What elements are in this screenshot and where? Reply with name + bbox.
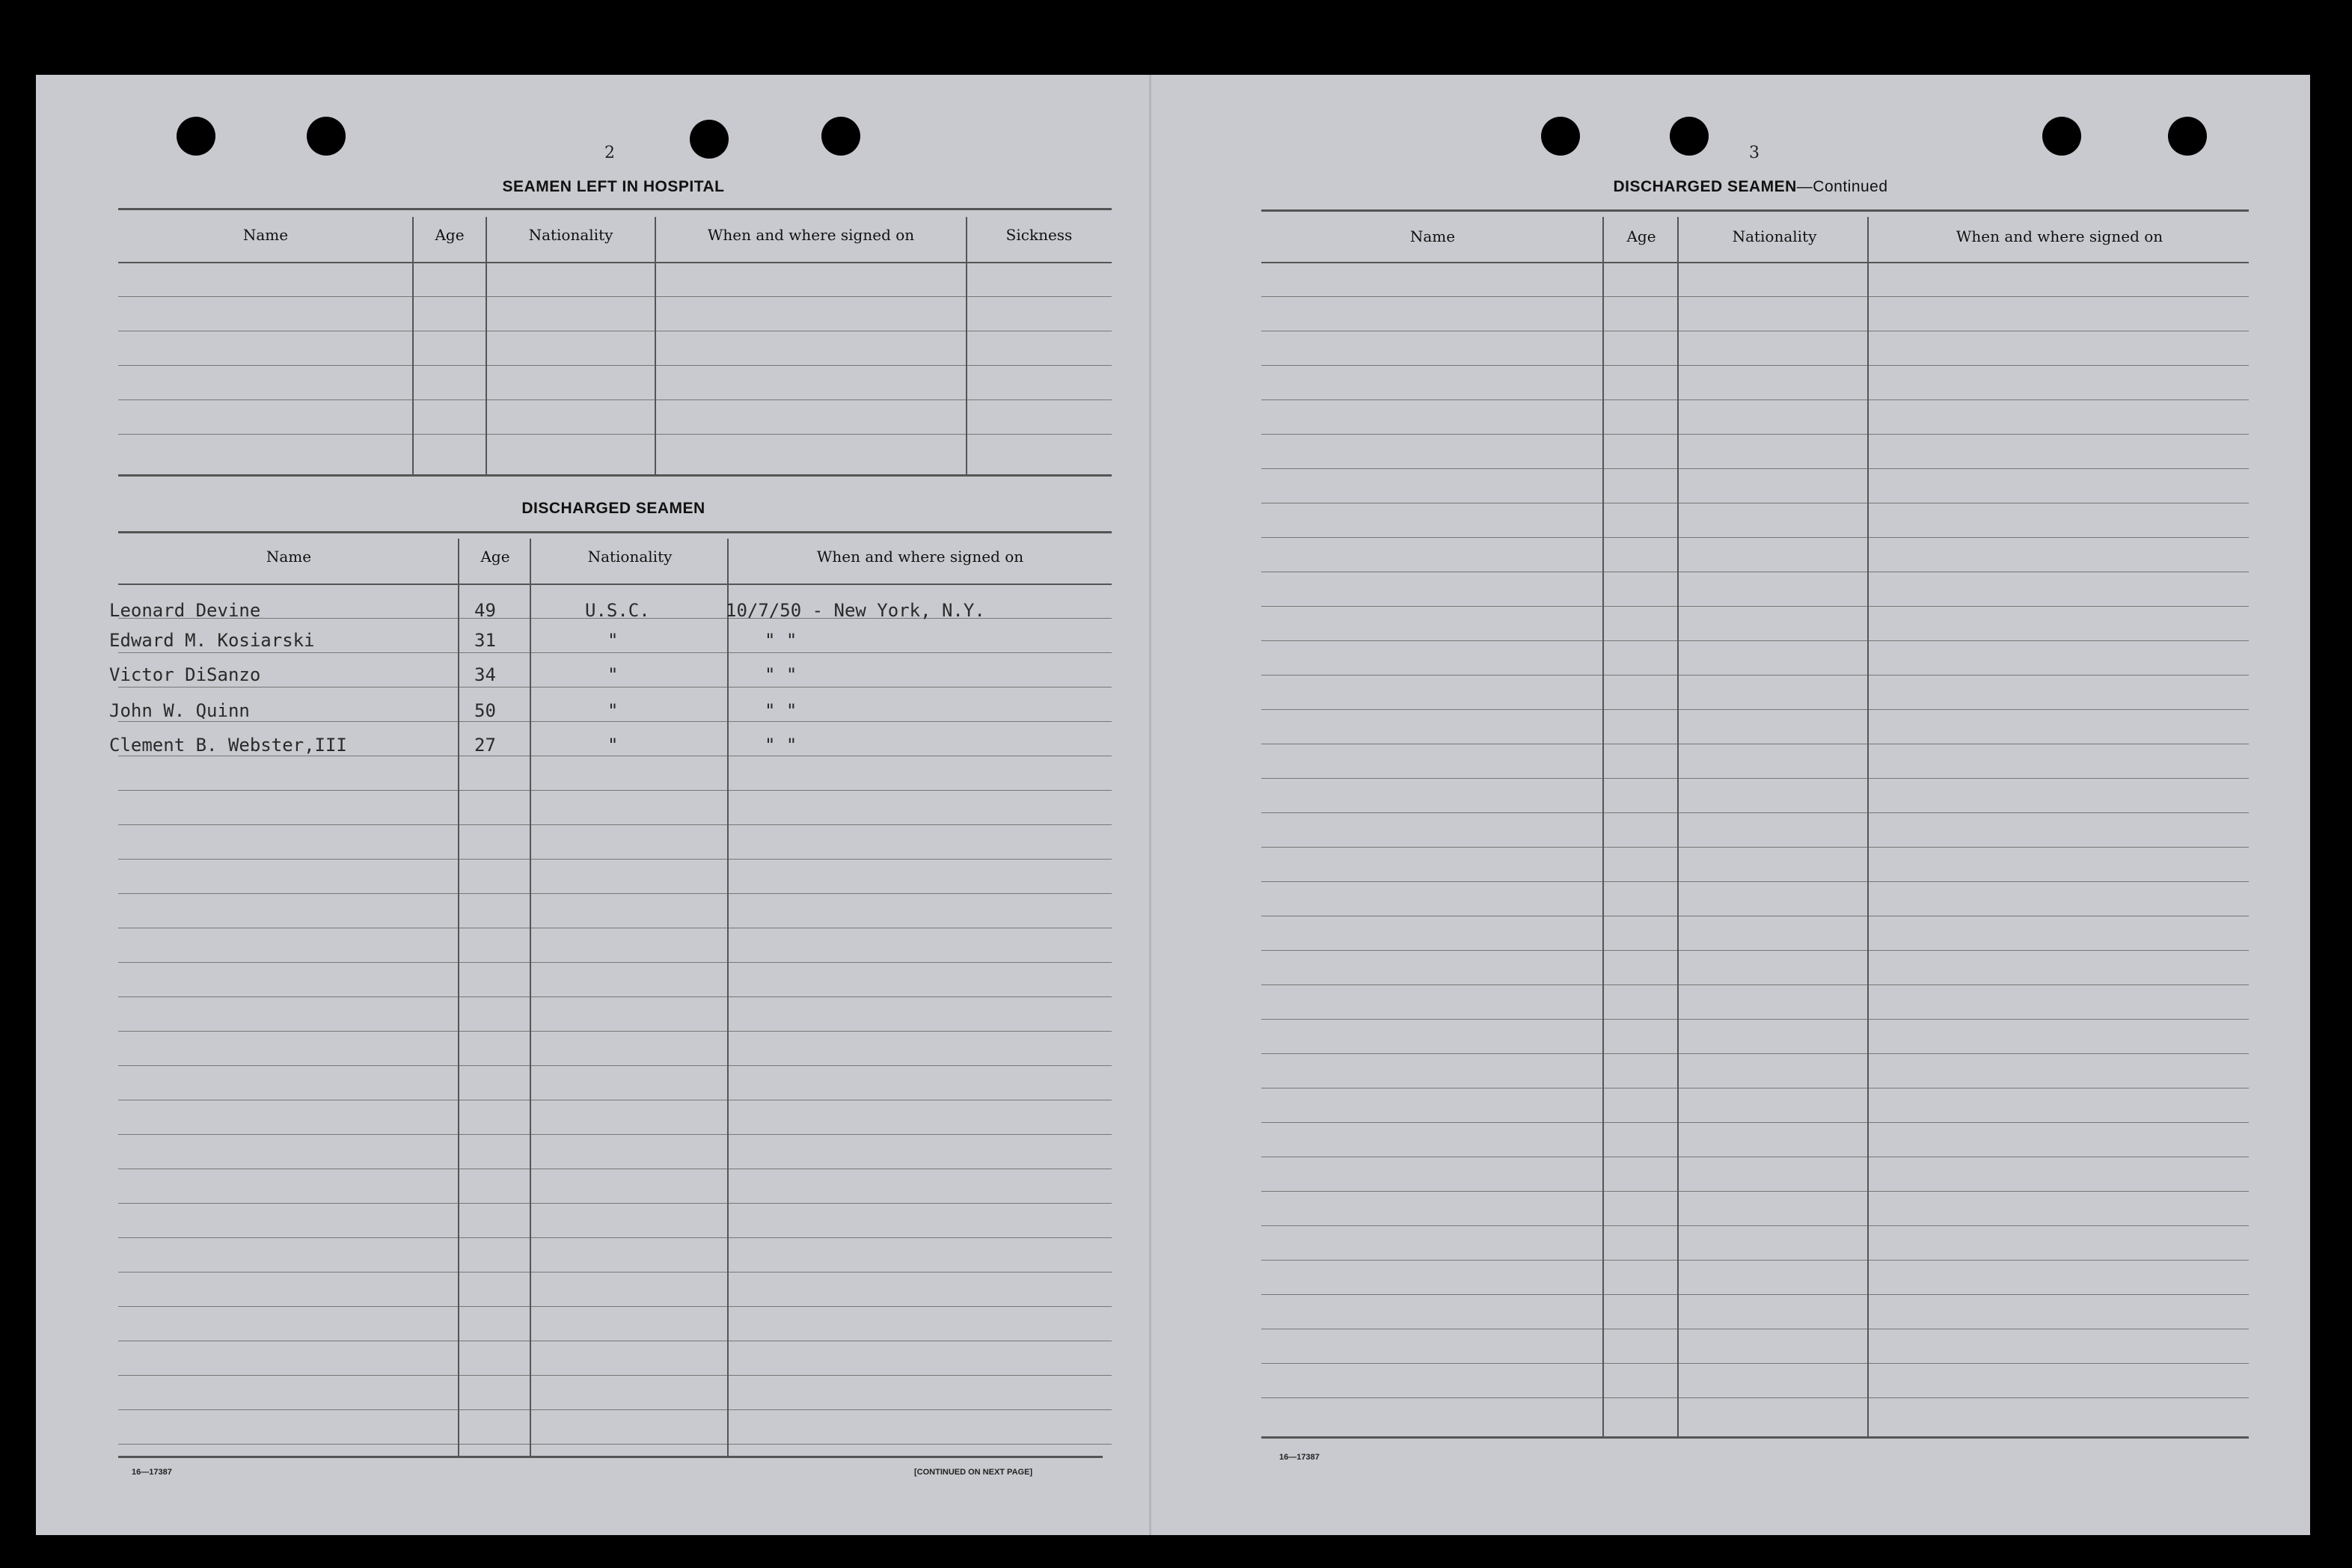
column-divider (486, 217, 487, 474)
column-header-nationality: Nationality (1732, 227, 1817, 245)
table-rule (118, 1456, 1103, 1458)
seaman-nationality: " (607, 735, 619, 756)
row-line (118, 790, 1112, 791)
page-number: 3 (1749, 144, 1760, 162)
row-line (1261, 950, 2249, 951)
manifest-sheet (36, 75, 2310, 1535)
column-header-name: Name (266, 548, 312, 566)
discharged-title-suffix: —Continued (1796, 178, 1888, 195)
seaman-age: 34 (474, 664, 496, 685)
punch-hole (690, 120, 729, 159)
column-header-nationality: Nationality (528, 226, 613, 244)
row-line (1261, 1225, 2249, 1226)
row-line (1261, 434, 2249, 435)
punch-hole (821, 117, 860, 156)
form-number: 16—17387 (1279, 1453, 1320, 1462)
seaman-nationality: " (607, 700, 619, 721)
row-line (118, 296, 1112, 297)
row-line (118, 859, 1112, 860)
seaman-age: 31 (474, 630, 496, 651)
table-rule (1261, 1436, 2249, 1439)
seaman-name: Edward M. Kosiarski (109, 630, 315, 651)
row-line (1261, 606, 2249, 607)
table-rule (1261, 209, 2249, 212)
column-divider (458, 539, 459, 1457)
row-line (1261, 1122, 2249, 1123)
row-line (1261, 468, 2249, 469)
column-divider (1677, 217, 1679, 1436)
row-line (118, 365, 1112, 366)
header-underline (118, 584, 1112, 585)
seaman-name: John W. Quinn (109, 700, 250, 721)
discharged-title-main: DISCHARGED SEAMEN (1613, 178, 1797, 195)
seaman-signed-on: " " (765, 700, 797, 721)
row-line (1261, 709, 2249, 710)
continued-note: [CONTINUED ON NEXT PAGE] (914, 1468, 1033, 1477)
discharged-section-title: DISCHARGED SEAMEN (521, 500, 705, 517)
column-divider (412, 217, 414, 474)
page-number: 2 (604, 144, 615, 162)
row-line (1261, 812, 2249, 813)
row-line (1261, 1191, 2249, 1192)
column-header-nationality: Nationality (587, 548, 673, 566)
row-line (118, 1272, 1112, 1273)
row-line (1261, 847, 2249, 848)
row-line (1261, 1053, 2249, 1054)
row-line (118, 893, 1112, 894)
column-header-signed-on: When and where signed on (707, 226, 915, 244)
row-line (118, 434, 1112, 435)
seaman-name: Leonard Devine (109, 600, 261, 621)
row-line (118, 721, 1112, 722)
seaman-nationality: " (607, 630, 619, 651)
row-line (118, 1203, 1112, 1204)
column-header-age: Age (480, 548, 510, 566)
row-line (1261, 537, 2249, 538)
row-line (118, 1031, 1112, 1032)
column-divider (966, 217, 967, 474)
row-line (1261, 675, 2249, 676)
row-line (118, 1134, 1112, 1135)
page-fold (1149, 75, 1151, 1535)
form-number: 16—17387 (132, 1468, 172, 1477)
header-underline (1261, 262, 2249, 263)
seaman-signed-on: " " (765, 735, 797, 756)
header-underline (118, 262, 1112, 263)
seaman-age: 50 (474, 700, 496, 721)
table-rule (118, 474, 1112, 477)
column-header-age: Age (1626, 227, 1656, 245)
row-line (118, 1409, 1112, 1410)
punch-hole (307, 117, 346, 156)
punch-hole (177, 117, 215, 156)
column-divider (1602, 217, 1604, 1436)
column-header-signed-on: When and where signed on (1956, 227, 2163, 245)
punch-hole (1670, 117, 1709, 156)
column-header-age: Age (435, 226, 465, 244)
row-line (1261, 1019, 2249, 1020)
column-header-signed-on: When and where signed on (816, 548, 1024, 566)
punch-hole (2168, 117, 2207, 156)
row-line (118, 962, 1112, 963)
row-line (1261, 1397, 2249, 1398)
row-line (118, 1065, 1112, 1066)
column-header-sickness: Sickness (1005, 226, 1073, 244)
row-line (1261, 365, 2249, 366)
row-line (118, 824, 1112, 825)
seaman-name: Clement B. Webster,III (109, 735, 347, 756)
row-line (118, 399, 1112, 400)
seaman-signed-on: 10/7/50 - New York, N.Y. (726, 600, 985, 621)
row-line (1261, 778, 2249, 779)
row-line (118, 1237, 1112, 1238)
table-rule (118, 208, 1112, 210)
seaman-age: 27 (474, 735, 496, 756)
column-divider (530, 539, 531, 1457)
hospital-section-title: SEAMEN LEFT IN HOSPITAL (502, 178, 725, 195)
discharged-continued-title (1526, 178, 1975, 196)
column-header-name: Name (242, 226, 289, 244)
seaman-age: 49 (474, 600, 496, 621)
seaman-nationality: " (607, 664, 619, 685)
row-line (118, 1444, 1112, 1445)
row-line (1261, 984, 2249, 985)
seaman-nationality: U.S.C. (585, 600, 650, 621)
column-divider (1867, 217, 1869, 1436)
table-rule (118, 531, 1112, 533)
punch-hole (2042, 117, 2081, 156)
row-line (118, 652, 1112, 653)
seaman-signed-on: " " (765, 664, 797, 685)
column-divider (655, 217, 656, 474)
row-line (1261, 1363, 2249, 1364)
row-line (1261, 399, 2249, 400)
seaman-name: Victor DiSanzo (109, 664, 261, 685)
seaman-signed-on: " " (765, 630, 797, 651)
punch-hole (1541, 117, 1580, 156)
row-line (118, 1375, 1112, 1376)
column-header-name: Name (1409, 227, 1456, 245)
row-line (1261, 881, 2249, 882)
row-line (118, 996, 1112, 997)
row-line (1261, 1260, 2249, 1261)
row-line (1261, 640, 2249, 641)
row-line (1261, 1294, 2249, 1295)
row-line (118, 1306, 1112, 1307)
column-divider (727, 539, 729, 1457)
row-line (1261, 296, 2249, 297)
